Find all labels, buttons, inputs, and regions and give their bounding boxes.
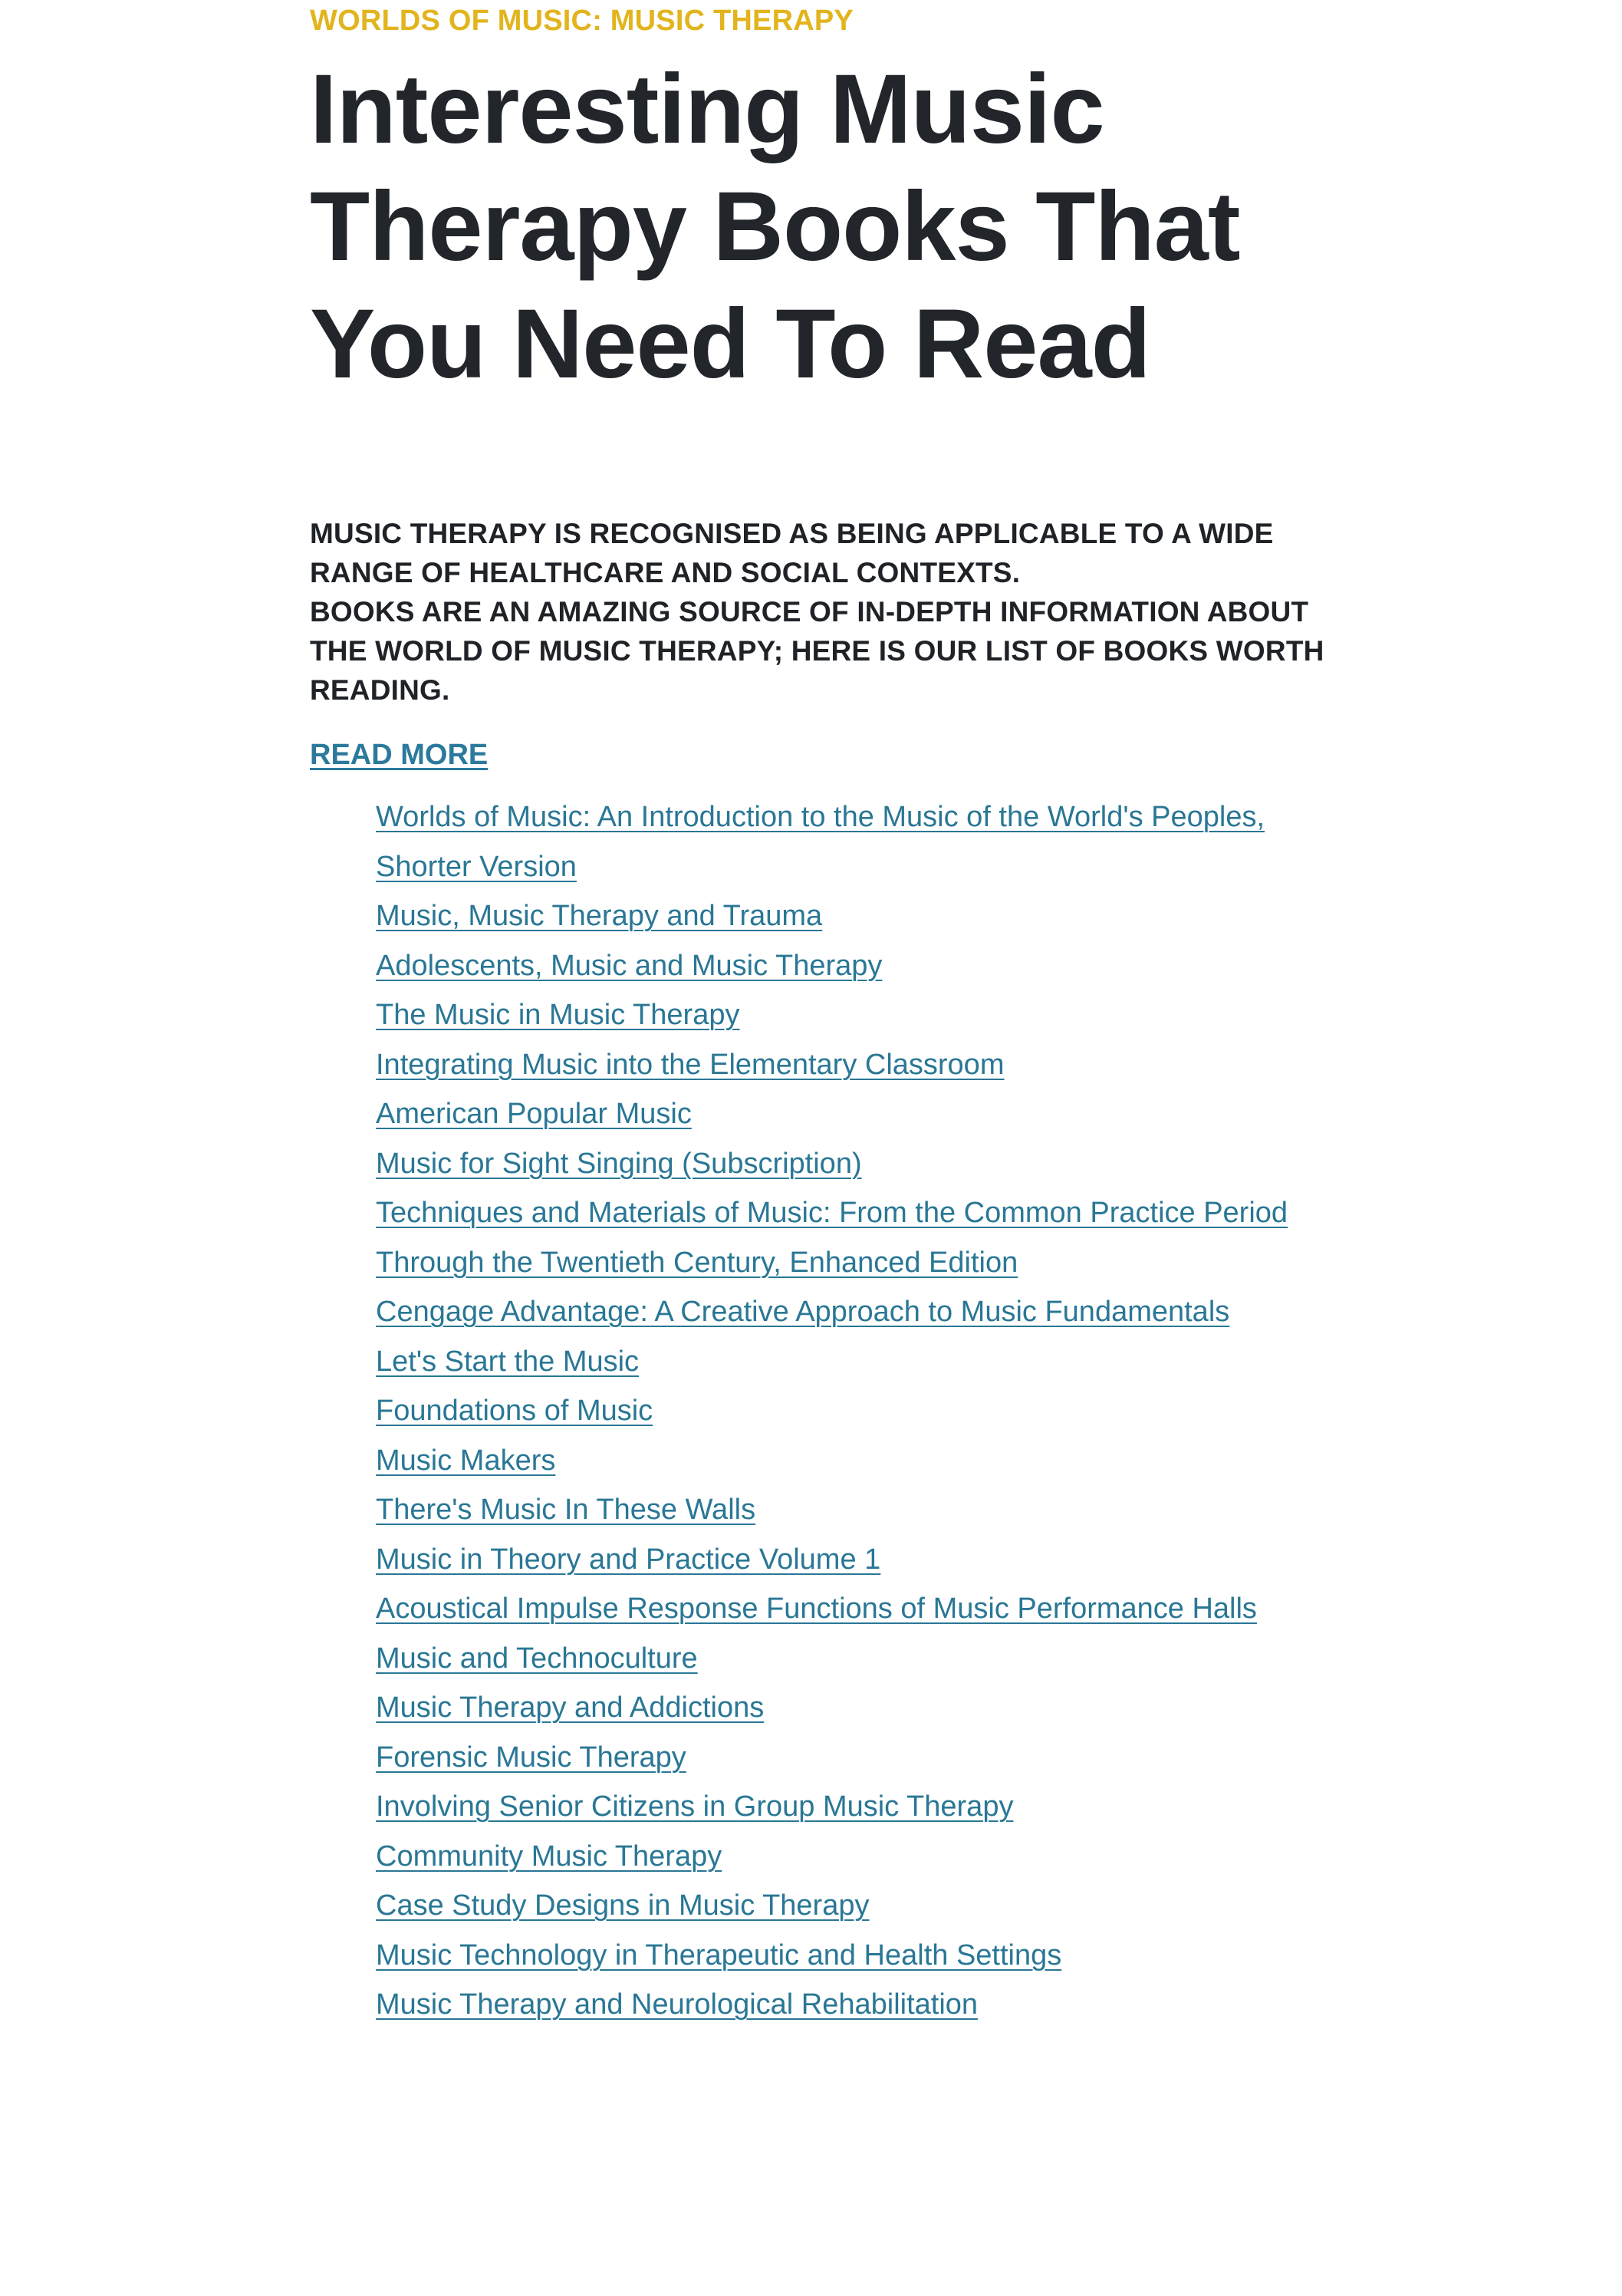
book-link[interactable]: Forensic Music Therapy: [376, 1741, 686, 1774]
book-link[interactable]: Music for Sight Singing (Subscription): [376, 1147, 862, 1180]
list-item: [376, 1188, 1304, 1287]
article-intro: [310, 514, 1337, 710]
list-item: [376, 1733, 1304, 1783]
list-item: [376, 1139, 1304, 1189]
book-link[interactable]: American Popular Music: [376, 1098, 692, 1130]
book-link[interactable]: Music Technology in Therapeutic and Health Settings: [376, 1939, 1062, 1972]
book-link[interactable]: Acoustical Impulse Response Functions of Music Performance Halls: [376, 1593, 1257, 1625]
list-item: [376, 1584, 1304, 1634]
list-item: [376, 1436, 1304, 1486]
article-category: WORLDS OF MUSIC: MUSIC THERAPY: [310, 5, 854, 37]
list-item: [376, 990, 1304, 1040]
list-item: [376, 792, 1304, 891]
read-more-link[interactable]: READ MORE: [310, 739, 489, 771]
list-item: [376, 1287, 1304, 1337]
list-item: [376, 1881, 1304, 1931]
list-item: [376, 1931, 1304, 1981]
book-link[interactable]: Community Music Therapy: [376, 1840, 722, 1873]
article: [310, 0, 1337, 2030]
book-link[interactable]: Music and Technoculture: [376, 1642, 698, 1675]
book-link[interactable]: Music Therapy and Addictions: [376, 1692, 765, 1724]
intro-paragraph: MUSIC THERAPY IS RECOGNISED AS BEING APPLICABLE TO A WIDE RANGE OF HEALTHCARE AND SOCIAL CONTEXTS.: [310, 518, 1274, 588]
list-item: [376, 1832, 1304, 1882]
book-link[interactable]: The Music in Music Therapy: [376, 999, 740, 1031]
book-link[interactable]: Involving Senior Citizens in Group Music Therapy: [376, 1790, 1014, 1823]
list-item: [376, 1535, 1304, 1585]
book-link[interactable]: Music in Theory and Practice Volume 1: [376, 1543, 881, 1576]
book-link[interactable]: There's Music In These Walls: [376, 1494, 756, 1526]
list-item: [376, 1485, 1304, 1535]
list-item: [376, 941, 1304, 991]
book-link[interactable]: Adolescents, Music and Music Therapy: [376, 949, 883, 982]
list-item: [376, 1634, 1304, 1684]
book-link[interactable]: Music, Music Therapy and Trauma: [376, 900, 823, 932]
intro-paragraph: BOOKS ARE AN AMAZING SOURCE OF IN-DEPTH INFORMATION ABOUT THE WORLD OF MUSIC THERAPY; HERE IS OUR LIST OF BOOKS WORTH READING.: [310, 596, 1324, 706]
list-item: [376, 891, 1304, 941]
list-item: [376, 1386, 1304, 1436]
list-item: [376, 1089, 1304, 1139]
book-link[interactable]: Cengage Advantage: A Creative Approach to Music Fundamentals: [376, 1296, 1230, 1328]
list-item: [376, 1782, 1304, 1832]
book-list: [310, 792, 1304, 2030]
list-item: [376, 1040, 1304, 1090]
book-link[interactable]: Let's Start the Music: [376, 1345, 640, 1378]
book-link[interactable]: Techniques and Materials of Music: From the Common Practice Period Through the Twentieth Century, Enhanced Edition: [376, 1197, 1288, 1279]
list-item: [376, 1683, 1304, 1733]
book-link[interactable]: Music Therapy and Neurological Rehabilitation: [376, 1988, 979, 2021]
book-link[interactable]: Foundations of Music: [376, 1395, 653, 1427]
book-link[interactable]: Case Study Designs in Music Therapy: [376, 1889, 870, 1922]
list-item: [376, 1337, 1304, 1387]
book-link[interactable]: Music Makers: [376, 1444, 556, 1477]
page-title: Interesting Music Therapy Books That You Need To Read: [310, 54, 1240, 399]
list-item: [376, 1980, 1304, 2030]
book-link[interactable]: Integrating Music into the Elementary Classroom: [376, 1048, 1005, 1081]
book-link[interactable]: Worlds of Music: An Introduction to the Music of the World's Peoples, Shorter Version: [376, 801, 1265, 883]
